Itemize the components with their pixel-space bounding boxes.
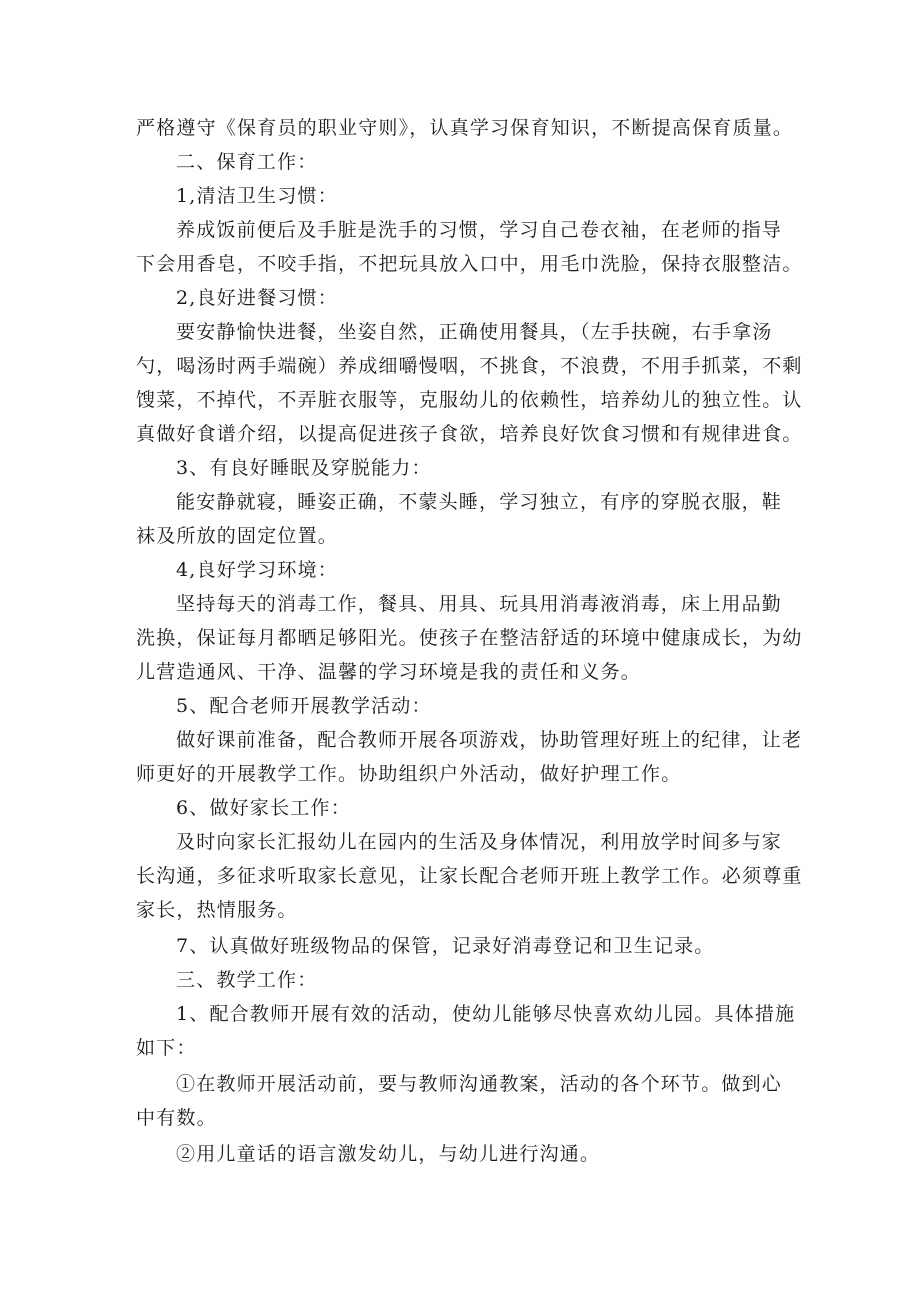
- text-line: 馊菜，不掉代，不弄脏衣服等，克服幼儿的依赖性，培养幼儿的独立性。认: [136, 389, 803, 411]
- text-line: 下会用香皂，不咬手指，不把玩具放入口中，用毛巾洗脸，保持衣服整洁。: [136, 253, 803, 275]
- text-line: ②用儿童话的语言激发幼儿，与幼儿进行沟通。: [176, 1143, 601, 1165]
- subsection-heading: 6、做好家长工作：: [176, 797, 351, 819]
- text-line: 做好课前准备，配合教师开展各项游戏，协助管理好班上的纪律，让老: [176, 729, 803, 751]
- text-line: 及时向家长汇报幼儿在园内的生活及身体情况，利用放学时间多与家: [176, 831, 783, 853]
- text-line: 1、配合教师开展有效的活动，使幼儿能够尽快喜欢幼儿园。具体措施: [176, 1003, 796, 1025]
- text-line: 家长，热情服务。: [136, 899, 298, 921]
- text-line: 坚持每天的消毒工作，餐具、用具、玩具用消毒液消毒，床上用品勤: [176, 593, 783, 615]
- text-line: 严格遵守《保育员的职业守则》，认真学习保育知识，不断提高保育质量。: [136, 117, 794, 139]
- subsection-heading: 2,良好进餐习惯：: [176, 287, 338, 309]
- subsection-heading: 3、有良好睡眠及穿脱能力：: [176, 457, 432, 479]
- text-line: 能安静就寝，睡姿正确，不蒙头睡，学习独立，有序的穿脱衣服，鞋: [176, 491, 783, 513]
- text-line: 长沟通，多征求听取家长意见，让家长配合老师开班上教学工作。必须尊重: [136, 865, 803, 887]
- subsection-heading: 1,清洁卫生习惯：: [176, 185, 338, 207]
- text-line: 养成饭前便后及手脏是洗手的习惯，学习自己卷衣袖，在老师的指导: [176, 219, 783, 241]
- text-line: ①在教师开展活动前，要与教师沟通教案，活动的各个环节。做到心: [176, 1073, 783, 1095]
- subsection-heading: 5、配合老师开展教学活动：: [176, 695, 432, 717]
- text-line: 袜及所放的固定位置。: [136, 525, 339, 547]
- text-line: 中有数。: [136, 1107, 217, 1129]
- text-line: 勺，喝汤时两手端碗）养成细嚼慢咽，不挑食，不浪费，不用手抓菜，不剩: [136, 355, 803, 377]
- text-line: 如下：: [136, 1037, 197, 1059]
- section-heading: 三、教学工作：: [176, 969, 318, 991]
- text-line: 师更好的开展教学工作。协助组织户外活动，做好护理工作。: [136, 763, 682, 785]
- text-line: 儿营造通风、干净、温馨的学习环境是我的责任和义务。: [136, 661, 642, 683]
- section-heading: 二、保育工作：: [176, 151, 318, 173]
- subsection-heading: 7、认真做好班级物品的保管，记录好消毒登记和卫生记录。: [176, 935, 715, 957]
- subsection-heading: 4,良好学习环境：: [176, 559, 338, 581]
- text-line: 洗换，保证每月都晒足够阳光。使孩子在整洁舒适的环境中健康成长，为幼: [136, 627, 803, 649]
- text-line: 真做好食谱介绍，以提高促进孩子食欲，培养良好饮食习惯和有规律进食。: [136, 423, 803, 445]
- text-line: 要安静愉快进餐，坐姿自然，正确使用餐具，（左手扶碗，右手拿汤: [176, 321, 773, 343]
